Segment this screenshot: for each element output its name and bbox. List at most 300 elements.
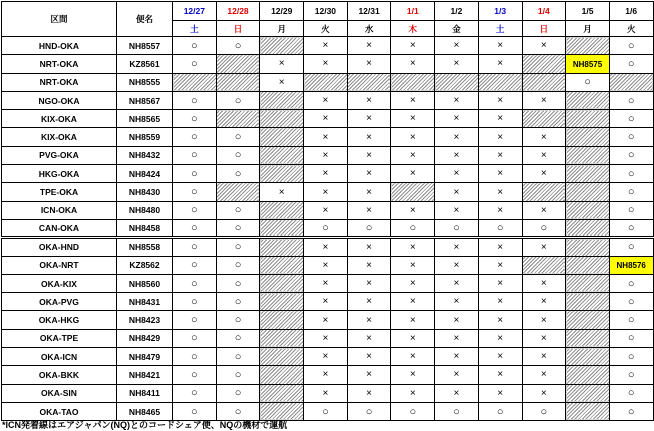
operating-mark-cell (173, 311, 217, 329)
weekday-header: 土 (478, 21, 522, 37)
operating-mark-cell (173, 348, 217, 366)
cross-mark: × (322, 40, 329, 52)
operating-mark-cell (216, 219, 260, 237)
circle-mark: ○ (540, 222, 548, 235)
circle-mark: ○ (191, 387, 198, 400)
route-cell: NRT-OKA (2, 73, 117, 91)
operating-mark-cell (216, 329, 260, 347)
flight-number-cell: NH8565 (117, 110, 173, 128)
cancelled-mark-cell (347, 165, 391, 183)
operating-mark-cell (173, 256, 217, 274)
route-cell: OKA-HND (2, 238, 117, 256)
circle-mark: ○ (627, 277, 635, 290)
circle-mark: ○ (191, 314, 198, 327)
cancelled-mark-cell (304, 238, 348, 256)
cross-mark: × (366, 296, 373, 308)
date-header: 12/31 (347, 2, 391, 21)
cross-mark: × (366, 58, 373, 70)
flight-number-cell: NH8424 (117, 165, 173, 183)
cancelled-mark-cell (435, 55, 479, 73)
cross-mark: × (453, 241, 460, 253)
cross-mark: × (322, 241, 329, 253)
operating-mark-cell (609, 329, 653, 347)
cross-mark: × (453, 369, 460, 381)
flight-number-cell: NH8411 (117, 384, 173, 402)
cancelled-mark-cell (347, 55, 391, 73)
circle-mark: ○ (409, 405, 417, 418)
cancelled-mark-cell (347, 183, 391, 201)
route-cell: OKA-PVG (2, 293, 117, 311)
no-service-cell (566, 348, 610, 366)
cross-mark: × (366, 387, 373, 399)
cancelled-mark-cell (304, 348, 348, 366)
circle-mark: ○ (191, 94, 198, 107)
operating-mark-cell (173, 55, 217, 73)
circle-mark: ○ (627, 186, 635, 199)
cross-mark: × (497, 296, 504, 308)
cancelled-mark-cell (435, 366, 479, 384)
table-row (2, 293, 654, 311)
circle-mark: ○ (627, 241, 635, 254)
cancelled-mark-cell (347, 146, 391, 164)
cross-mark: × (540, 296, 547, 308)
circle-mark: ○ (627, 405, 635, 418)
circle-mark: ○ (234, 222, 242, 235)
footnote: *ICN発着線はエアジャパン(NQ)とのコードシェア便、NQの機材で運航 (2, 420, 288, 430)
operating-mark-cell (173, 146, 217, 164)
cross-mark: × (453, 278, 460, 289)
cross-mark: × (453, 95, 460, 107)
cross-mark: × (497, 278, 504, 289)
cancelled-mark-cell (522, 329, 566, 347)
cross-mark: × (497, 204, 504, 216)
operating-mark-cell (173, 238, 217, 256)
circle-mark: ○ (627, 39, 635, 52)
alternate-flight-number: NH8576 (616, 261, 646, 271)
cross-mark: × (497, 58, 504, 70)
cross-mark: × (540, 204, 547, 216)
circle-mark: ○ (627, 368, 635, 381)
cancelled-mark-cell (522, 165, 566, 183)
cross-mark: × (540, 314, 547, 326)
operating-mark-cell (216, 311, 260, 329)
cross-mark: × (453, 314, 460, 326)
cancelled-mark-cell (391, 274, 435, 292)
operating-mark-cell (216, 366, 260, 384)
cancelled-mark-cell (391, 37, 435, 55)
operating-mark-cell (435, 219, 479, 237)
operating-mark-cell (304, 402, 348, 420)
flight-number-cell: KZ8561 (117, 55, 173, 73)
weekday-header: 日 (216, 21, 260, 37)
flight-number-cell: NH8423 (117, 311, 173, 329)
circle-mark: ○ (453, 405, 460, 418)
cancelled-mark-cell (347, 238, 391, 256)
no-service-cell (216, 73, 260, 91)
no-service-cell (566, 165, 610, 183)
circle-mark: ○ (234, 94, 242, 107)
no-service-cell (260, 146, 304, 164)
circle-mark: ○ (234, 149, 242, 162)
table-row (2, 384, 654, 402)
route-cell: OKA-KIX (2, 274, 117, 292)
cancelled-mark-cell (347, 256, 391, 274)
cancelled-mark-cell (304, 183, 348, 201)
operating-mark-cell (173, 110, 217, 128)
circle-mark: ○ (191, 405, 198, 418)
operating-mark-cell (609, 384, 653, 402)
operating-mark-cell (173, 165, 217, 183)
cross-mark: × (366, 332, 373, 344)
operating-mark-cell (173, 183, 217, 201)
operating-mark-cell (609, 402, 653, 420)
no-service-cell (304, 73, 348, 91)
cross-mark: × (322, 369, 329, 381)
circle-mark: ○ (234, 405, 242, 418)
cross-mark: × (409, 149, 416, 161)
operating-mark-cell (522, 402, 566, 420)
cancelled-mark-cell (522, 274, 566, 292)
cross-mark: × (409, 204, 416, 216)
circle-mark: ○ (627, 167, 635, 180)
circle-mark: ○ (191, 277, 198, 290)
route-cell: OKA-ICN (2, 348, 117, 366)
cross-mark: × (497, 95, 504, 107)
cross-mark: × (453, 58, 460, 70)
cross-mark: × (409, 241, 416, 253)
route-cell: OKA-HKG (2, 311, 117, 329)
operating-mark-cell (478, 219, 522, 237)
alternate-flight-cell (609, 256, 653, 274)
cancelled-mark-cell (347, 37, 391, 55)
cancelled-mark-cell (478, 165, 522, 183)
circle-mark: ○ (191, 57, 198, 70)
route-cell: OKA-SIN (2, 384, 117, 402)
date-header-row (2, 2, 654, 21)
operating-mark-cell (173, 37, 217, 55)
table-row (2, 91, 654, 109)
cancelled-mark-cell (435, 256, 479, 274)
circle-mark: ○ (234, 295, 242, 308)
cancelled-mark-cell (522, 366, 566, 384)
cross-mark: × (497, 314, 504, 326)
table-row (2, 37, 654, 55)
table-row (2, 128, 654, 146)
cross-mark: × (497, 131, 504, 143)
operating-mark-cell (609, 219, 653, 237)
date-header: 12/28 (216, 2, 260, 21)
operating-mark-cell (609, 110, 653, 128)
cross-mark: × (453, 131, 460, 143)
operating-mark-cell (216, 238, 260, 256)
operating-mark-cell (216, 384, 260, 402)
date-header: 1/6 (609, 2, 653, 21)
cancelled-mark-cell (435, 348, 479, 366)
circle-mark: ○ (191, 39, 198, 52)
cancelled-mark-cell (435, 274, 479, 292)
cross-mark: × (540, 241, 547, 253)
cancelled-mark-cell (391, 146, 435, 164)
cancelled-mark-cell (435, 384, 479, 402)
circle-mark: ○ (627, 149, 635, 162)
no-service-cell (566, 219, 610, 237)
cross-mark: × (497, 186, 504, 198)
operating-mark-cell (173, 219, 217, 237)
no-service-cell (522, 110, 566, 128)
operating-mark-cell (609, 91, 653, 109)
flight-number-cell: NH8558 (117, 238, 173, 256)
weekday-header: 月 (260, 21, 304, 37)
circle-mark: ○ (234, 277, 242, 290)
cancelled-mark-cell (435, 201, 479, 219)
cancelled-mark-cell (304, 91, 348, 109)
circle-mark: ○ (409, 222, 417, 235)
cancelled-mark-cell (304, 55, 348, 73)
circle-mark: ○ (627, 57, 635, 70)
route-cell: OKA-BKK (2, 366, 117, 384)
no-service-cell (566, 110, 610, 128)
cancelled-mark-cell (391, 201, 435, 219)
operating-mark-cell (216, 37, 260, 55)
operating-mark-cell (216, 274, 260, 292)
no-service-cell (260, 110, 304, 128)
cancelled-mark-cell (347, 329, 391, 347)
cancelled-mark-cell (478, 329, 522, 347)
cross-mark: × (322, 186, 329, 198)
circle-mark: ○ (627, 295, 635, 308)
no-service-cell (566, 238, 610, 256)
operating-mark-cell (609, 274, 653, 292)
cross-mark: × (366, 168, 373, 180)
circle-mark: ○ (627, 131, 635, 144)
circle-mark: ○ (191, 241, 198, 254)
circle-mark: ○ (191, 222, 198, 235)
cross-mark: × (409, 296, 416, 308)
cross-mark: × (453, 351, 460, 363)
operating-mark-cell (609, 55, 653, 73)
cross-mark: × (540, 149, 547, 161)
no-service-cell (566, 293, 610, 311)
cancelled-mark-cell (522, 384, 566, 402)
cross-mark: × (322, 113, 329, 125)
cancelled-mark-cell (347, 91, 391, 109)
weekday-header: 火 (304, 21, 348, 37)
no-service-cell (435, 73, 479, 91)
operating-mark-cell (173, 201, 217, 219)
flight-number-cell: NH8430 (117, 183, 173, 201)
circle-mark: ○ (191, 350, 198, 363)
no-service-cell (566, 37, 610, 55)
date-header: 12/30 (304, 2, 348, 21)
no-service-cell (260, 293, 304, 311)
cancelled-mark-cell (347, 110, 391, 128)
operating-mark-cell (173, 128, 217, 146)
circle-mark: ○ (191, 149, 198, 162)
cross-mark: × (497, 40, 504, 52)
route-cell: HKG-OKA (2, 165, 117, 183)
date-header: 1/4 (522, 2, 566, 21)
operating-mark-cell (216, 201, 260, 219)
cancelled-mark-cell (478, 274, 522, 292)
no-service-cell (566, 128, 610, 146)
cancelled-mark-cell (435, 91, 479, 109)
operating-mark-cell (609, 201, 653, 219)
flight-number-cell: NH8458 (117, 219, 173, 237)
cross-mark: × (409, 314, 416, 326)
circle-mark: ○ (234, 131, 242, 144)
cross-mark: × (322, 149, 329, 161)
date-header: 1/3 (478, 2, 522, 21)
cancelled-mark-cell (304, 165, 348, 183)
table-row (2, 219, 654, 237)
cross-mark: × (409, 332, 416, 344)
cancelled-mark-cell (391, 311, 435, 329)
cancelled-mark-cell (347, 384, 391, 402)
weekday-header: 土 (173, 21, 217, 37)
cross-mark: × (322, 278, 329, 289)
operating-mark-cell (347, 219, 391, 237)
alternate-flight-number: NH8575 (572, 59, 603, 69)
cancelled-mark-cell (478, 128, 522, 146)
cancelled-mark-cell (478, 110, 522, 128)
flight-number-cell: NH8555 (117, 73, 173, 91)
schedule-body (2, 37, 654, 421)
operating-mark-cell (609, 37, 653, 55)
weekday-header: 日 (522, 21, 566, 37)
cross-mark: × (322, 95, 329, 107)
operating-mark-cell (478, 402, 522, 420)
circle-mark: ○ (322, 222, 329, 235)
flight-number-cell: NH8431 (117, 293, 173, 311)
circle-mark: ○ (191, 131, 198, 144)
flight-number-cell: NH8465 (117, 402, 173, 420)
no-service-cell (216, 110, 260, 128)
circle-mark: ○ (234, 332, 242, 345)
operating-mark-cell (216, 128, 260, 146)
operating-mark-cell (566, 73, 610, 91)
no-service-cell (260, 366, 304, 384)
table-row (2, 201, 654, 219)
cross-mark: × (497, 168, 504, 180)
table-row (2, 366, 654, 384)
cross-mark: × (540, 131, 547, 143)
cancelled-mark-cell (522, 348, 566, 366)
cancelled-mark-cell (260, 55, 304, 73)
cross-mark: × (366, 314, 373, 326)
circle-mark: ○ (191, 167, 198, 180)
flight-schedule-table (1, 1, 654, 421)
operating-mark-cell (304, 219, 348, 237)
cancelled-mark-cell (435, 110, 479, 128)
weekday-header: 火 (609, 21, 653, 37)
no-service-cell (216, 183, 260, 201)
flight-number-cell: NH8559 (117, 128, 173, 146)
cancelled-mark-cell (347, 293, 391, 311)
cross-mark: × (366, 186, 373, 198)
date-header: 1/1 (391, 2, 435, 21)
route-cell: OKA-TAO (2, 402, 117, 420)
cancelled-mark-cell (478, 146, 522, 164)
table-row (2, 55, 654, 73)
cancelled-mark-cell (478, 55, 522, 73)
circle-mark: ○ (191, 204, 198, 217)
cross-mark: × (366, 149, 373, 161)
no-service-cell (566, 256, 610, 274)
no-service-cell (391, 73, 435, 91)
cancelled-mark-cell (478, 183, 522, 201)
cancelled-mark-cell (522, 37, 566, 55)
cancelled-mark-cell (522, 293, 566, 311)
cross-mark: × (409, 40, 416, 52)
cancelled-mark-cell (391, 128, 435, 146)
cross-mark: × (366, 351, 373, 363)
circle-mark: ○ (627, 387, 635, 400)
cancelled-mark-cell (391, 293, 435, 311)
no-service-cell (260, 311, 304, 329)
circle-mark: ○ (627, 314, 635, 327)
circle-mark: ○ (191, 112, 198, 125)
operating-mark-cell (609, 293, 653, 311)
no-service-cell (566, 402, 610, 420)
cancelled-mark-cell (304, 366, 348, 384)
alternate-flight-cell (566, 55, 610, 73)
cross-mark: × (366, 278, 373, 289)
circle-mark: ○ (627, 350, 635, 363)
operating-mark-cell (609, 165, 653, 183)
cancelled-mark-cell (478, 311, 522, 329)
cancelled-mark-cell (347, 311, 391, 329)
circle-mark: ○ (234, 368, 242, 381)
cancelled-mark-cell (478, 384, 522, 402)
table-row (2, 146, 654, 164)
no-service-cell (173, 73, 217, 91)
circle-mark: ○ (234, 39, 242, 52)
cross-mark: × (453, 113, 460, 125)
cancelled-mark-cell (435, 329, 479, 347)
cancelled-mark-cell (478, 238, 522, 256)
operating-mark-cell (173, 274, 217, 292)
cross-mark: × (366, 204, 373, 216)
operating-mark-cell (216, 91, 260, 109)
circle-mark: ○ (234, 350, 242, 363)
no-service-cell (566, 201, 610, 219)
operating-mark-cell (609, 146, 653, 164)
circle-mark: ○ (234, 167, 242, 180)
operating-mark-cell (216, 146, 260, 164)
no-service-cell (522, 55, 566, 73)
circle-mark: ○ (234, 314, 242, 327)
table-row (2, 329, 654, 347)
no-service-cell (260, 37, 304, 55)
circle-mark: ○ (627, 222, 635, 235)
cross-mark: × (453, 296, 460, 308)
cancelled-mark-cell (304, 384, 348, 402)
table-row (2, 165, 654, 183)
operating-mark-cell (173, 329, 217, 347)
cancelled-mark-cell (304, 146, 348, 164)
cross-mark: × (322, 332, 329, 344)
no-service-cell (260, 128, 304, 146)
cross-mark: × (497, 149, 504, 161)
flight-number-cell: NH8432 (117, 146, 173, 164)
cancelled-mark-cell (478, 91, 522, 109)
route-cell: OKA-NRT (2, 256, 117, 274)
no-service-cell (566, 366, 610, 384)
route-cell: TPE-OKA (2, 183, 117, 201)
circle-mark: ○ (191, 368, 198, 381)
weekday-header: 木 (391, 21, 435, 37)
circle-mark: ○ (496, 222, 504, 235)
